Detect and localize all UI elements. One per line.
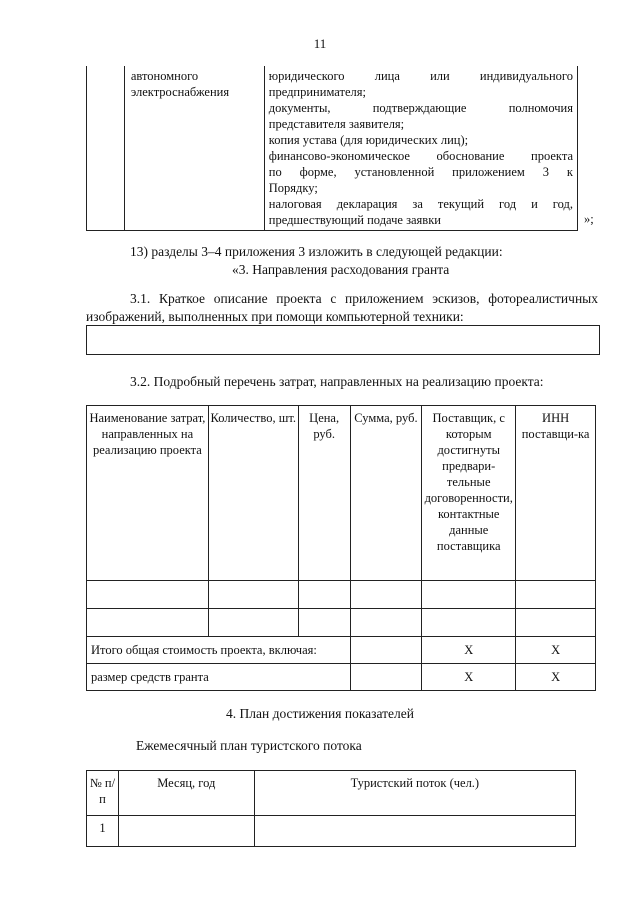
cost-cell[interactable] — [87, 609, 209, 637]
item-3-2-text: 3.2. Подробный перечень затрат, направленных на реализацию проекта: — [130, 374, 544, 389]
total-row — [87, 637, 596, 664]
project-description-field[interactable] — [86, 325, 600, 355]
cost-header-inn: ИНН поставщи-ка — [516, 406, 596, 581]
document-line: предшествующий подаче заявки — [268, 213, 441, 227]
documents-table-num-cell — [87, 66, 125, 231]
grant-supplier-x: Х — [422, 664, 516, 691]
cost-header-quantity: Количество, шт. — [208, 406, 298, 581]
cost-cell[interactable] — [350, 581, 422, 609]
closing-quote: »; — [584, 212, 594, 226]
cost-header-price: Цена, руб. — [298, 406, 350, 581]
plan-row-number: 1 — [87, 816, 119, 847]
cost-cell[interactable] — [298, 609, 350, 637]
plan-month-cell[interactable] — [118, 816, 254, 847]
document-line: Порядку; — [268, 181, 318, 195]
monthly-plan-title: Ежемесячный план туристского потока — [136, 738, 362, 753]
section-4-title: 4. План достижения показателей — [226, 706, 414, 721]
plan-header-number: № п/п — [87, 771, 119, 816]
plan-header-flow: Туристский поток (чел.) — [254, 771, 575, 816]
page-number: 11 — [313, 36, 327, 51]
type-line: автономного — [130, 69, 199, 83]
grant-label: размер средств гранта — [87, 664, 351, 691]
cost-cell[interactable] — [298, 581, 350, 609]
cost-header-supplier: Поставщик, с которым достигнуты предвари-тельные договоренности, контактные данные поставщика — [422, 406, 516, 581]
cost-cell[interactable] — [208, 609, 298, 637]
cost-cell[interactable] — [350, 609, 422, 637]
document-line: документы, подтверждающие полномочия — [268, 101, 573, 115]
document-line: копия устава (для юридических лиц); — [268, 133, 469, 147]
grant-sum-cell[interactable] — [350, 664, 422, 691]
document-line: юридического лица или индивидуального — [268, 69, 573, 83]
total-inn-x: Х — [516, 637, 596, 664]
section-3-title: «3. Направления расходования гранта — [232, 262, 450, 277]
plan-row — [87, 816, 576, 847]
type-line: электроснабжения — [130, 85, 230, 99]
document-line: представителя заявителя; — [268, 117, 405, 131]
grant-row — [87, 664, 596, 691]
cost-header-name: Наименование затрат, направленных на реализацию проекта — [87, 406, 209, 581]
cost-cell[interactable] — [422, 609, 516, 637]
document-line: финансово-экономическое обоснование проекта — [268, 149, 573, 163]
amendment-13: 13) разделы 3–4 приложения 3 изложить в следующей редакции: — [130, 244, 503, 259]
grant-inn-x: Х — [516, 664, 596, 691]
document-line: налоговая декларация за текущий год и год, — [268, 197, 573, 211]
cost-header-sum: Сумма, руб. — [350, 406, 422, 581]
documents-table — [86, 66, 578, 231]
cost-cell[interactable] — [516, 581, 596, 609]
document-line: по форме, установленной приложением 3 к — [268, 165, 573, 179]
documents-table-list-cell — [264, 66, 577, 231]
total-label: Итого общая стоимость проекта, включая: — [87, 637, 351, 664]
cost-cell[interactable] — [208, 581, 298, 609]
total-supplier-x: Х — [422, 637, 516, 664]
plan-flow-cell[interactable] — [254, 816, 575, 847]
plan-header-month: Месяц, год — [118, 771, 254, 816]
cost-row — [87, 581, 596, 609]
cost-row — [87, 609, 596, 637]
cost-table — [86, 405, 596, 691]
cost-cell[interactable] — [422, 581, 516, 609]
documents-table-type-cell — [124, 66, 264, 231]
cost-cell[interactable] — [516, 609, 596, 637]
item-3-1-label: 3.1. Краткое описание проекта с приложением эскизов, фотореалистичных изображений, выполненных при помощи компьютерной техники: — [86, 291, 598, 324]
item-3-1-text — [86, 290, 598, 326]
document-line: предпринимателя; — [268, 85, 366, 99]
cost-cell[interactable] — [87, 581, 209, 609]
total-sum-cell[interactable] — [350, 637, 422, 664]
tourist-flow-table — [86, 770, 576, 847]
